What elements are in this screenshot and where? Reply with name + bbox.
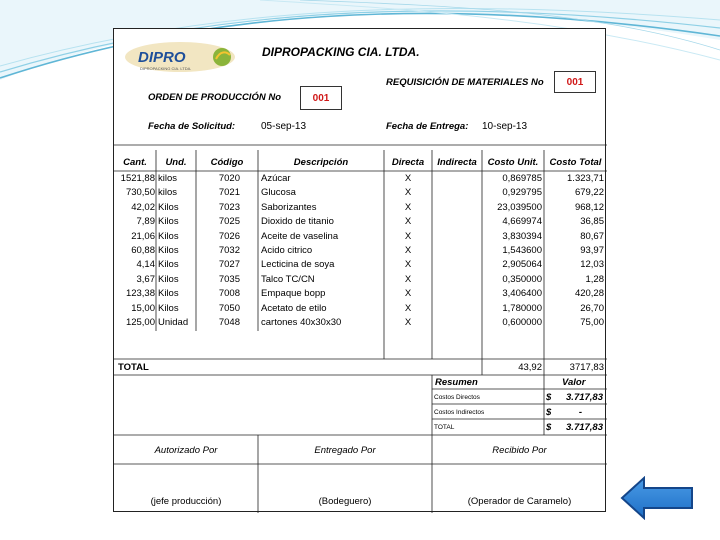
cell-descripcion: Dioxido de titanio xyxy=(261,216,334,228)
summary-title: Resumen xyxy=(435,377,478,388)
cell-costo-total: 26,70 xyxy=(580,302,604,314)
cell-descripcion: Glucosa xyxy=(261,187,296,199)
cell-directa: X xyxy=(404,288,412,300)
cell-cant: 7,89 xyxy=(136,216,155,228)
cell-und: kilos xyxy=(158,187,178,199)
logo-text: DIPRO xyxy=(138,49,186,66)
cell-costo-total: 36,85 xyxy=(580,216,604,228)
col-header-codigo: Código xyxy=(210,157,244,168)
cell-directa: X xyxy=(404,317,412,328)
cell-directa: X xyxy=(404,201,412,213)
total-label: TOTAL xyxy=(118,362,149,373)
cell-directa: X xyxy=(404,230,412,242)
cell-und: Kilos xyxy=(158,216,179,228)
cell-costo-unit: 0,600000 xyxy=(502,317,542,328)
request-date-label: Fecha de Solicitud: xyxy=(148,121,236,132)
cell-directa: X xyxy=(404,245,412,256)
cell-costo-unit: 3,406400 xyxy=(502,288,542,300)
cell-costo-total: 12,03 xyxy=(580,259,604,271)
summary-row-currency: $ xyxy=(546,407,552,418)
summary-row-label: Costos Indirectos xyxy=(434,409,485,416)
cell-descripcion: Aceite de vaselina xyxy=(261,230,339,242)
cell-und: Kilos xyxy=(158,288,179,300)
total-unit-cost: 43,92 xyxy=(518,362,542,373)
cell-codigo: 7008 xyxy=(218,288,240,300)
cell-und: Unidad xyxy=(158,317,189,328)
col-header-cant: Cant. xyxy=(123,157,147,168)
cell-codigo: 7023 xyxy=(218,201,240,213)
col-header-costo-unit: Costo Unit. xyxy=(487,157,539,168)
cell-codigo: 7032 xyxy=(218,245,240,256)
cell-descripcion: Saborizantes xyxy=(261,201,317,213)
cell-descripcion: Lecticina de soya xyxy=(261,259,335,271)
cell-directa: X xyxy=(404,259,412,271)
delivery-date-label: Fecha de Entrega: xyxy=(386,121,469,132)
signature-authorized-title: Autorizado Por xyxy=(154,445,218,456)
cell-und: Kilos xyxy=(158,259,179,271)
cell-cant: 123,38 xyxy=(125,288,155,300)
company-name: DIPROPACKING CIA. LTDA. xyxy=(262,45,420,59)
cell-costo-unit: 0,869785 xyxy=(502,173,542,184)
cell-costo-total: 1.323,71 xyxy=(567,173,604,184)
cell-costo-unit: 23,039500 xyxy=(497,201,542,213)
cell-costo-total: 1,28 xyxy=(585,273,604,285)
cell-costo-unit: 3,830394 xyxy=(502,230,542,242)
col-header-costo-total: Costo Total xyxy=(549,157,602,168)
order-label: ORDEN DE PRODUCCIÓN No xyxy=(148,92,282,103)
cell-descripcion: Azúcar xyxy=(261,173,291,184)
cell-costo-total: 420,28 xyxy=(574,288,604,300)
cell-codigo: 7027 xyxy=(218,259,240,271)
cell-directa: X xyxy=(404,302,412,314)
cell-cant: 21,06 xyxy=(131,230,155,242)
summary-row-value: - xyxy=(578,407,583,418)
cell-costo-total: 93,97 xyxy=(580,245,604,256)
order-number: 001 xyxy=(300,86,342,110)
cell-codigo: 7021 xyxy=(218,187,240,199)
cell-codigo: 7035 xyxy=(218,273,240,285)
cell-cant: 4,14 xyxy=(136,259,155,271)
cell-cant: 60,88 xyxy=(131,245,155,256)
cell-cant: 1521,88 xyxy=(120,173,155,184)
col-header-und: Und. xyxy=(165,157,187,168)
cell-und: kilos xyxy=(158,173,178,184)
summary-row-currency: $ xyxy=(546,392,552,403)
cell-costo-total: 968,12 xyxy=(574,201,604,213)
cell-costo-unit: 4,669974 xyxy=(502,216,542,228)
summary-value-title: Valor xyxy=(562,377,586,388)
cell-costo-unit: 1,543600 xyxy=(502,245,542,256)
cell-codigo: 7020 xyxy=(218,173,240,184)
col-header-indirecta: Indirecta xyxy=(437,157,477,168)
requisition-form xyxy=(113,28,606,512)
col-header-descripcion: Descripción xyxy=(293,157,349,168)
signature-received-title: Recibido Por xyxy=(492,445,547,456)
signature-delivered-name: (Bodeguero) xyxy=(318,496,372,507)
signature-authorized-name: (jefe producción) xyxy=(150,496,222,507)
cell-directa: X xyxy=(404,173,412,184)
signature-received-name: (Operador de Caramelo) xyxy=(467,496,572,507)
cell-und: Kilos xyxy=(158,201,179,213)
cell-costo-unit: 0,350000 xyxy=(502,273,542,285)
cell-cant: 42,02 xyxy=(131,201,155,213)
signature-delivered-title: Entregado Por xyxy=(314,445,376,456)
cell-descripcion: Talco TC/CN xyxy=(261,273,315,285)
cell-cant: 730,50 xyxy=(125,187,155,199)
request-date-value: 05-sep-13 xyxy=(261,121,307,132)
cell-codigo: 7048 xyxy=(218,317,240,328)
total-cost: 3717,83 xyxy=(569,362,604,373)
cell-cant: 15,00 xyxy=(131,302,155,314)
col-header-directa: Directa xyxy=(391,157,425,168)
cell-codigo: 7050 xyxy=(218,302,240,314)
summary-row-label: Costos Directos xyxy=(434,394,480,401)
cell-codigo: 7025 xyxy=(218,216,240,228)
cell-costo-unit: 1,780000 xyxy=(502,302,542,314)
cell-directa: X xyxy=(404,273,412,285)
cell-costo-unit: 0,929795 xyxy=(502,187,542,199)
cell-codigo: 7026 xyxy=(218,230,240,242)
cell-cant: 3,67 xyxy=(136,273,155,285)
summary-row-value: 3.717,83 xyxy=(566,392,603,403)
cell-costo-total: 75,00 xyxy=(580,317,604,328)
summary-row-value: 3.717,83 xyxy=(566,422,603,433)
delivery-date-value: 10-sep-13 xyxy=(482,121,528,132)
requisition-label: REQUISICIÓN DE MATERIALES No xyxy=(386,77,544,88)
cell-directa: X xyxy=(404,187,412,199)
cell-und: Kilos xyxy=(158,302,179,314)
cell-costo-unit: 2,905064 xyxy=(502,259,542,271)
cell-descripcion: Empaque bopp xyxy=(261,288,326,300)
logo-tagline: DIPROPACKING CIA. LTDA. xyxy=(140,66,192,71)
cell-descripcion: cartones 40x30x30 xyxy=(261,317,342,328)
cell-descripcion: Acido citrico xyxy=(261,245,313,256)
requisition-number: 001 xyxy=(554,71,596,93)
cell-directa: X xyxy=(404,216,412,228)
cell-costo-total: 679,22 xyxy=(574,187,604,199)
cell-und: Kilos xyxy=(158,273,179,285)
cell-cant: 125,00 xyxy=(125,317,155,328)
summary-row-label: TOTAL xyxy=(434,424,455,431)
cell-und: Kilos xyxy=(158,245,179,256)
cell-descripcion: Acetato de etilo xyxy=(261,302,327,314)
summary-row-currency: $ xyxy=(546,422,552,433)
back-arrow-icon[interactable] xyxy=(620,476,696,520)
cell-costo-total: 80,67 xyxy=(580,230,604,242)
cell-und: Kilos xyxy=(158,230,179,242)
